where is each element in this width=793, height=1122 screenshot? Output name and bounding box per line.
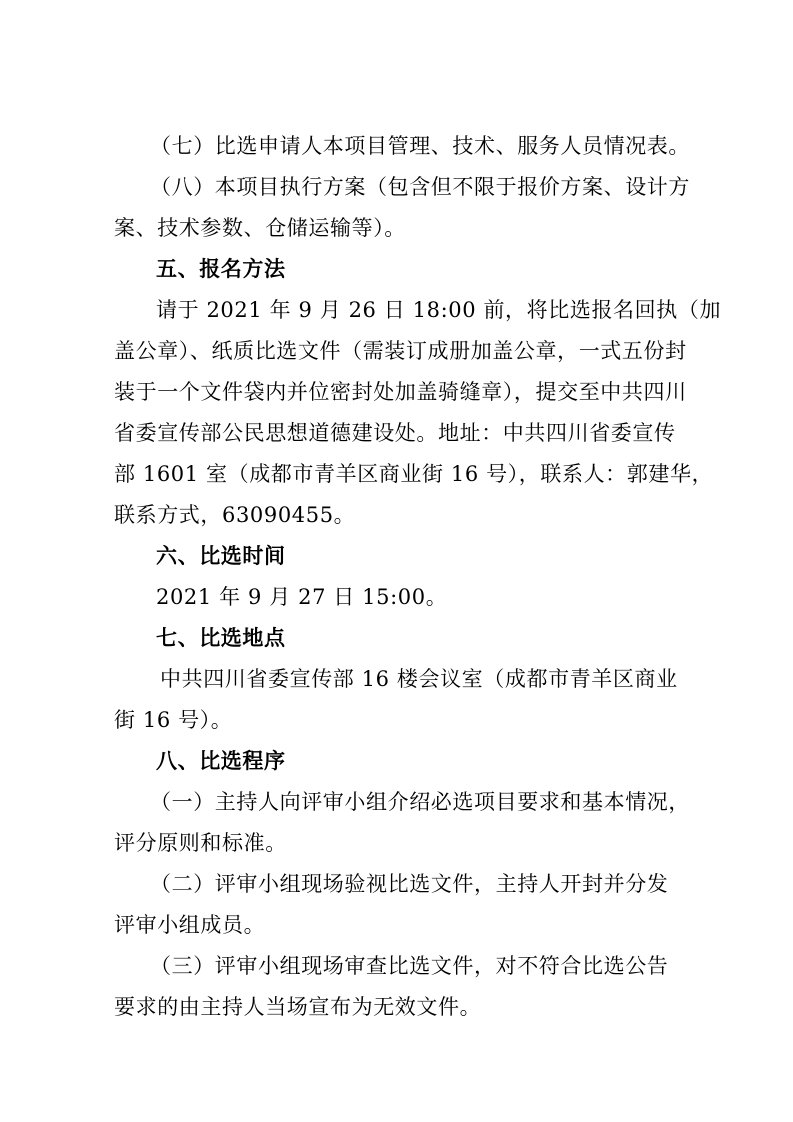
procedure-1-line-2: 评分原则和标准。 (114, 831, 287, 855)
procedure-2-line-1: （二）评审小组现场验视比选文件，主持人开封并分发 (150, 872, 669, 896)
section-5-heading: 五、报名方法 (156, 257, 286, 281)
section-5-paragraph-line-2: 盖公章）、纸质比选文件（需装订成册加盖公章，一式五份封 (114, 339, 687, 363)
section-5-paragraph-line-4: 省委宣传部公民思想道德建设处。地址：中共四川省委宣传 (114, 421, 676, 445)
section-6-heading: 六、比选时间 (156, 544, 286, 568)
section-7-location-line-1: 中共四川省委宣传部 16 楼会议室（成都市青羊区商业 (160, 667, 678, 691)
section-7-heading: 七、比选地点 (156, 626, 286, 650)
section-8-heading: 八、比选程序 (156, 749, 286, 773)
procedure-3-line-2: 要求的由主持人当场宣布为无效文件。 (114, 995, 482, 1019)
procedure-1-line-1: （一）主持人向评审小组介绍必选项目要求和基本情况， (150, 790, 690, 814)
item-8-line-1: （八）本项目执行方案（包含但不限于报价方案、设计方 (150, 175, 690, 199)
section-5-paragraph-line-3: 装于一个文件袋内并位密封处加盖骑缝章），提交至中共四川 (114, 380, 687, 404)
procedure-3-line-1: （三）评审小组现场审查比选文件，对不符合比选公告 (150, 954, 669, 978)
section-5-paragraph-line-6: 联系方式，63090455。 (114, 503, 356, 527)
section-5-paragraph-line-5: 部 1601 室（成都市青羊区商业街 16 号），联系人：郭建华， (114, 462, 714, 486)
section-6-time: 2021 年 9 月 27 日 15:00。 (156, 585, 448, 609)
section-5-paragraph-line-1: 请于 2021 年 9 月 26 日 18:00 前，将比选报名回执（加 (156, 298, 722, 322)
section-7-location-line-2: 街 16 号）。 (114, 708, 233, 732)
item-8-line-2: 案、技术参数、仓储运输等）。 (114, 216, 406, 240)
procedure-2-line-2: 评审小组成员。 (114, 913, 266, 937)
item-7-line: （七）比选申请人本项目管理、技术、服务人员情况表。 (150, 134, 690, 158)
